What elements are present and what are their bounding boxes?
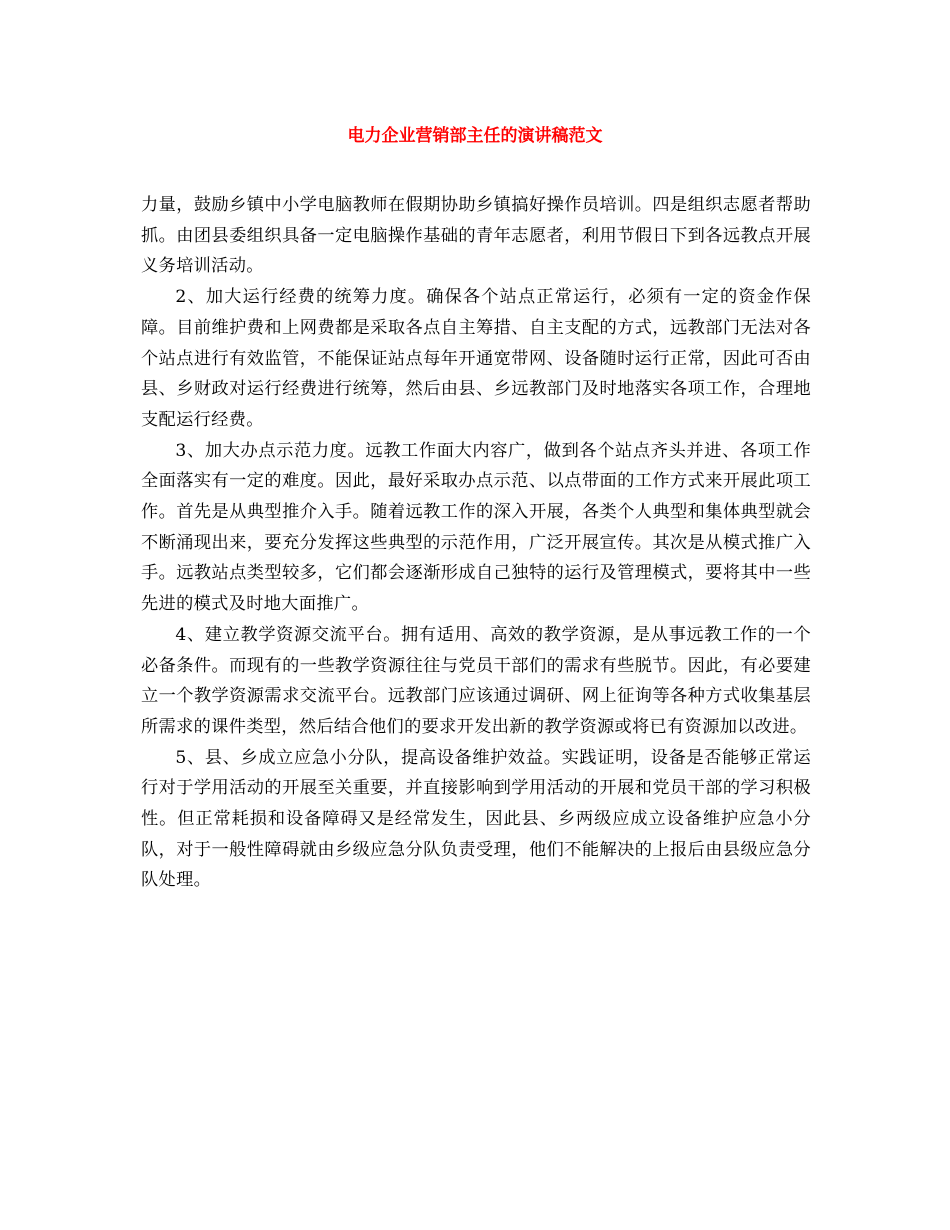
paragraph-3: 3、加大办点示范力度。远教工作面大内容广，做到各个站点齐头并进、各项工作全面落实有一定的难度。因此，最好采取办点示范、以点带面的工作方式来开展此项工作。首先是从典型推介入手。随着远教工作的深入开展，各类个人典型和集体典型就会不断涌现出来，要充分发挥这些典型的示范作用，广泛开展宣传。其次是从模式推广入手。远教站点类型较多，它们都会逐渐形成自己独特的运行及管理模式，要将其中一些先进的模式及时地大面推广。 [141, 440, 811, 615]
document-body [141, 190, 811, 896]
paragraph-5: 5、县、乡成立应急小分队，提高设备维护效益。实践证明，设备是否能够正常运行对于学用活动的开展至关重要，并直接影响到学用活动的开展和党员干部的学习积极性。但正常耗损和设备障碍又是经常发生，因此县、乡两级应成立设备维护应急小分队，对于一般性障碍就由乡级应急分队负责受理，他们不能解决的上报后由县级应急分队处理。 [141, 747, 811, 891]
document-title: 电力企业营销部主任的演讲稿范文 [347, 126, 603, 146]
paragraph-2: 2、加大运行经费的统筹力度。确保各个站点正常运行，必须有一定的资金作保障。目前维护费和上网费都是采取各点自主筹措、自主支配的方式，远教部门无法对各个站点进行有效监管，不能保证站点每年开通宽带网、设备随时运行正常，因此可否由县、乡财政对运行经费进行统筹，然后由县、乡远教部门及时地落实各项工作，合理地支配运行经费。 [141, 287, 811, 430]
paragraph-4: 4、建立教学资源交流平台。拥有适用、高效的教学资源，是从事远教工作的一个必备条件。而现有的一些教学资源往往与党员干部们的需求有些脱节。因此，有必要建立一个教学资源需求交流平台。远教部门应该通过调研、网上征询等各种方式收集基层所需求的课件类型，然后结合他们的要求开发出新的教学资源或将已有资源加以改进。 [141, 624, 811, 737]
paragraph-continuation: 力量，鼓励乡镇中小学电脑教师在假期协助乡镇搞好操作员培训。四是组织志愿者帮助抓。由团县委组织具备一定电脑操作基础的青年志愿者，利用节假日下到各远教点开展义务培训活动。 [141, 195, 811, 277]
